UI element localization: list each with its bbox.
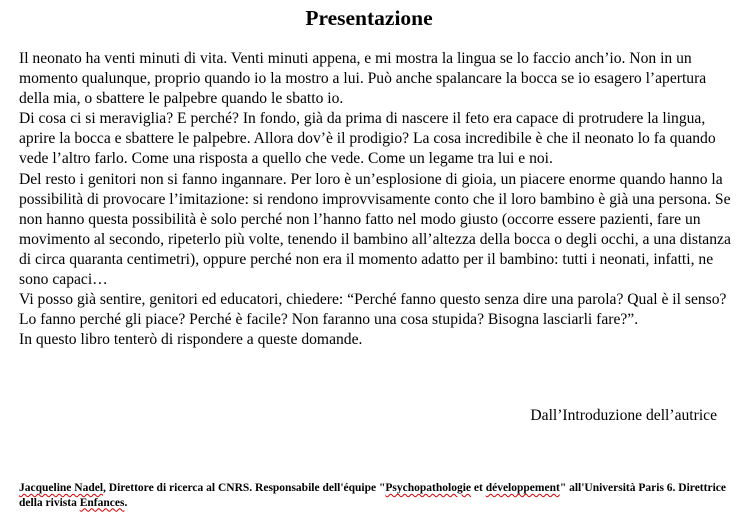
- page-title: Presentazione: [305, 6, 433, 30]
- paragraph-4: Vi posso già sentire, genitori ed educatori, chiedere: “Perché fanno questo senza dire una parola? Qual è il senso? Lo fanno perché gli piace? Perché è facile? Non faranno una cosa stupida? Bisogna lasciarli fare?”.: [19, 291, 727, 329]
- body-text: [19, 49, 731, 350]
- footnote-text-1: , Direttore di ricerca al CNRS. Responsabile dell'équipe ": [103, 482, 386, 494]
- paragraph-2: Di cosa ci si meraviglia? E perché? In fondo, già da prima di nascere il feto era capace di protrudere la lingua, aprire la bocca e sbattere le palpebre. Allora dov’è il prodigio? La cosa incredibile è che il neonato lo fa quando vede l’altro farlo. Come una risposta a quello che vede. Come un legame tra lui e noi.: [19, 110, 716, 168]
- footnote-journal: Enfances: [79, 496, 125, 509]
- footnote-team-2: développement: [485, 482, 560, 494]
- author-footnote: [19, 481, 731, 510]
- paragraph-5: In questo libro tenterò di rispondere a queste domande.: [19, 331, 363, 349]
- footnote-text-2: et: [471, 482, 486, 494]
- attribution: Dall’Introduzione dell’autrice: [530, 407, 717, 424]
- footnote-author: Jacqueline Nadel: [19, 482, 104, 494]
- footnote-text-3: " all'Università Paris 6. Direttrice della rivista: [19, 482, 726, 509]
- paragraph-3: Del resto i genitori non si fanno ingannare. Per loro è un’esplosione di gioia, un piacere enorme quando hanno la possibilità di provocare l’imitazione: si rendono improvvisamente conto che il loro bambino è già una persona. Se non hanno questa possibilità è solo perché non l’hanno fatto nel modo giusto (occorre essere pazienti, fare un movimento al secondo, ripeterlo più volte, tenendo il bambino all’altezza della bocca o degli occhi, a una distanza di circa quaranta centimetri), oppure perché non era il momento adatto per il bambino: tutti i neonati, infatti, ne sono capaci…: [19, 170, 731, 289]
- paragraph-1: Il neonato ha venti minuti di vita. Venti minuti appena, e mi mostra la lingua se lo faccio anch’io. Non in un momento qualunque, proprio quando io la mostro a lui. Può anche spalancare la bocca se io esagero l’apertura della mia, o sbattere le palpebre quando le sbatto io.: [19, 50, 707, 108]
- footnote-team-1: Psychopathologie: [385, 482, 472, 494]
- footnote-text-4: .: [124, 496, 128, 509]
